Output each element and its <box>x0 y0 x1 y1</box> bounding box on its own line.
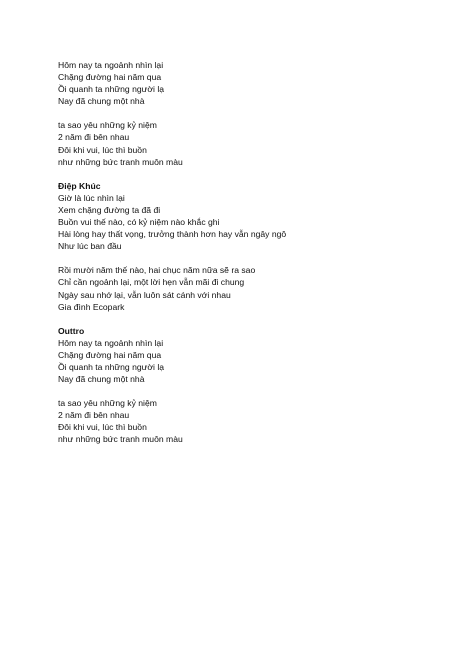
lyric-line: Gia đình Ecopark <box>58 301 125 312</box>
lyric-line: Giờ là lúc nhìn lại <box>58 192 125 203</box>
verse-3 <box>58 264 458 312</box>
lyric-line: Buồn vui thế nào, có kỷ niệm nào khắc ghi <box>58 217 220 228</box>
lyric-line: Hài lòng hay thất vọng, trưởng thành hơn hay vẫn ngây ngô <box>58 229 287 240</box>
chorus <box>58 180 458 253</box>
lyric-line: Như lúc ban đầu <box>58 241 122 252</box>
lyric-line: Ồi quanh ta những người lạ <box>58 361 165 372</box>
lyric-line: ta sao yêu những kỷ niệm <box>58 398 157 409</box>
lyric-line: Rồi mười năm thế nào, hai chục năm nữa sẽ ra sao <box>58 265 256 276</box>
verse-4 <box>58 397 458 445</box>
lyric-line: Chặng đường hai năm qua <box>58 349 162 360</box>
lyric-line: Nay đã chung một nhà <box>58 374 145 385</box>
lyric-line: 2 năm đi bên nhau <box>58 410 130 421</box>
lyric-line: Chặng đường hai năm qua <box>58 72 162 83</box>
lyric-line: Đôi khi vui, lúc thì buồn <box>58 422 147 433</box>
lyric-line: Nay đã chung một nhà <box>58 96 145 107</box>
verse-1 <box>58 59 458 107</box>
lyric-line: Xem chặng đường ta đã đi <box>58 204 161 215</box>
lyric-line: Ngày sau nhớ lại, vẫn luôn sát cánh với nhau <box>58 289 231 300</box>
lyric-line: 2 năm đi bên nhau <box>58 132 130 143</box>
lyrics-body <box>58 59 458 458</box>
lyric-line: như những bức tranh muôn màu <box>58 434 183 445</box>
lyric-line: như những bức tranh muôn màu <box>58 156 183 167</box>
lyric-line: Chỉ cần ngoảnh lại, một lời hẹn vẫn mãi đi chung <box>58 277 245 288</box>
lyric-line: Ồi quanh ta những người lạ <box>58 84 165 95</box>
verse-2 <box>58 119 458 167</box>
lyric-line: Hôm nay ta ngoảnh nhìn lại <box>58 337 164 348</box>
lyric-line: ta sao yêu những kỷ niệm <box>58 120 157 131</box>
outtro <box>58 325 458 385</box>
lyric-line: Hôm nay ta ngoảnh nhìn lại <box>58 60 164 70</box>
section-heading-outtro: Outtro <box>58 325 85 336</box>
lyric-line: Đôi khi vui, lúc thì buồn <box>58 144 147 155</box>
section-heading-chorus: Điệp Khúc <box>58 180 101 191</box>
